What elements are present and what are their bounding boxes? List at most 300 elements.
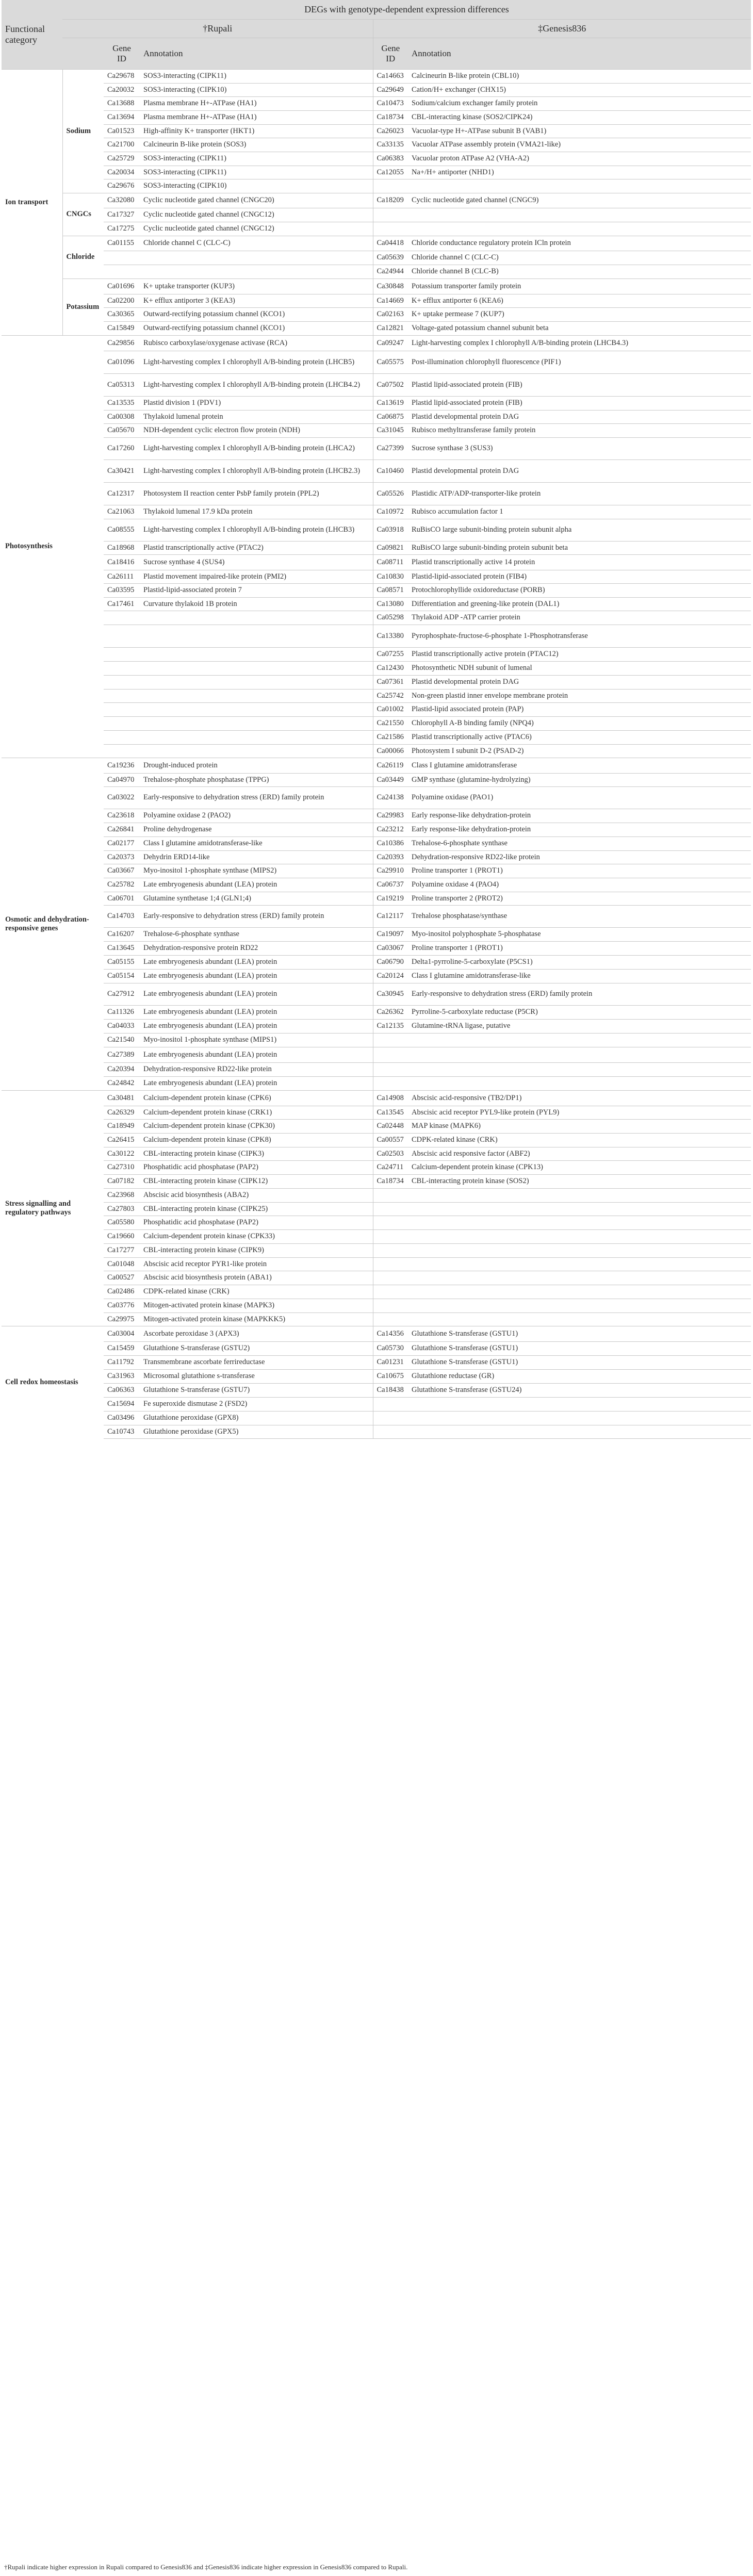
rupali-gene-id: Ca15694	[104, 1398, 140, 1412]
genesis-gene-id	[373, 1216, 408, 1230]
rupali-gene-id: Ca04033	[104, 1020, 140, 1033]
rupali-annotation: Thylakoid lumenal protein	[140, 411, 373, 424]
genesis-gene-id: Ca20393	[373, 851, 408, 864]
genesis-gene-id	[373, 1230, 408, 1244]
table-row	[2, 690, 751, 703]
rupali-gene-id	[104, 745, 140, 758]
rupali-annotation: Sucrose synthase 4 (SUS4)	[140, 555, 373, 570]
rupali-gene-id	[104, 251, 140, 265]
table-row	[2, 1370, 751, 1384]
genesis-annotation: Photosynthetic NDH subunit of lumenal	[408, 662, 751, 676]
rupali-gene-id: Ca17260	[104, 438, 140, 460]
rupali-annotation: Late embryogenesis abundant (LEA) protein	[140, 878, 373, 892]
category-cell: Stress signalling and regulatory pathways	[2, 1091, 104, 1326]
rupali-gene-id: Ca27912	[104, 983, 140, 1006]
genesis-gene-id: Ca10972	[373, 505, 408, 519]
genesis-annotation: K+ efflux antiporter 6 (KEA6)	[408, 294, 751, 308]
rupali-annotation: Early-responsive to dehydration stress (ERD) family protein	[140, 787, 373, 809]
genesis-gene-id: Ca24711	[373, 1161, 408, 1175]
table-row	[2, 222, 751, 236]
genesis-gene-id: Ca13619	[373, 397, 408, 411]
genesis-annotation: Non-green plastid inner envelope membrane protein	[408, 690, 751, 703]
table-row	[2, 774, 751, 787]
table-body	[2, 70, 751, 1439]
rupali-annotation: Late embryogenesis abundant (LEA) protein	[140, 1047, 373, 1063]
genesis-annotation	[408, 1216, 751, 1230]
rupali-annotation: Trehalose-phosphate phosphatase (TPPG)	[140, 774, 373, 787]
rupali-gene-id: Ca20034	[104, 166, 140, 179]
table-row	[2, 1271, 751, 1285]
table-row	[2, 648, 751, 662]
rupali-gene-id: Ca03004	[104, 1326, 140, 1342]
genesis-gene-id	[373, 1189, 408, 1203]
rupali-gene-id: Ca13694	[104, 111, 140, 125]
genesis-gene-id: Ca19097	[373, 928, 408, 942]
genesis-annotation: Vacuolar-type H+-ATPase subunit B (VAB1)	[408, 125, 751, 138]
table-row	[2, 1091, 751, 1106]
rupali-gene-id: Ca05313	[104, 374, 140, 397]
genesis-gene-id	[373, 1271, 408, 1285]
genesis-gene-id: Ca27399	[373, 438, 408, 460]
rupali-annotation: Plasma membrane H+-ATPase (HA1)	[140, 111, 373, 125]
table-row	[2, 251, 751, 265]
rupali-gene-id: Ca02177	[104, 837, 140, 851]
subcategory-cell: Potassium	[62, 279, 104, 336]
rupali-gene-id: Ca20394	[104, 1063, 140, 1077]
genesis-gene-id	[373, 1244, 408, 1258]
rupali-gene-id: Ca30421	[104, 460, 140, 483]
table-row	[2, 1258, 751, 1271]
genesis-annotation: Post-illumination chlorophyll fluorescence (PIF1)	[408, 351, 751, 374]
genesis-gene-id: Ca02163	[373, 308, 408, 322]
table-row	[2, 1020, 751, 1033]
rupali-annotation: Late embryogenesis abundant (LEA) protein	[140, 983, 373, 1006]
genesis-gene-id: Ca08711	[373, 555, 408, 570]
genesis-gene-id: Ca09821	[373, 542, 408, 555]
table-row	[2, 1161, 751, 1175]
rupali-annotation: Early-responsive to dehydration stress (ERD) family protein	[140, 906, 373, 928]
genesis-gene-id: Ca06790	[373, 956, 408, 970]
genesis-gene-id: Ca29983	[373, 809, 408, 823]
genesis-gene-id: Ca10460	[373, 460, 408, 483]
rupali-annotation: Outward-rectifying potassium channel (KCO1)	[140, 322, 373, 336]
rupali-gene-id: Ca29678	[104, 70, 140, 84]
table-header	[2, 0, 751, 70]
genesis-gene-id: Ca06737	[373, 878, 408, 892]
genesis-annotation	[408, 1313, 751, 1326]
rupali-annotation: Dehydration-responsive protein RD22	[140, 942, 373, 956]
table-row	[2, 336, 751, 351]
rupali-gene-id	[104, 625, 140, 648]
table-row	[2, 745, 751, 758]
genesis-annotation: Cyclic nucleotide gated channel (CNGC9)	[408, 193, 751, 208]
rupali-annotation: CBL-interacting protein kinase (CIPK9)	[140, 1244, 373, 1258]
table-row	[2, 1175, 751, 1189]
rupali-gene-id: Ca01155	[104, 236, 140, 251]
table-row	[2, 111, 751, 125]
table-row	[2, 179, 751, 193]
genesis-annotation: RuBisCO large subunit-binding protein subunit alpha	[408, 519, 751, 542]
rupali-gene-id: Ca00308	[104, 411, 140, 424]
rupali-annotation: Cyclic nucleotide gated channel (CNGC12)	[140, 222, 373, 236]
genesis-annotation: Proline transporter 1 (PROT1)	[408, 942, 751, 956]
rupali-annotation: SOS3-interacting (CIPK11)	[140, 152, 373, 166]
genesis-gene-id: Ca21550	[373, 717, 408, 731]
genesis-annotation	[408, 222, 751, 236]
table-row	[2, 864, 751, 878]
genesis-annotation: Pyrroline-5-carboxylate reductase (P5CR)	[408, 1006, 751, 1020]
genesis-gene-id: Ca19219	[373, 892, 408, 906]
table-row	[2, 584, 751, 598]
table-row	[2, 424, 751, 438]
genesis-annotation	[408, 1203, 751, 1216]
genesis-gene-id: Ca12117	[373, 906, 408, 928]
category-cell: Cell redox homeostasis	[2, 1326, 104, 1439]
rupali-gene-id: Ca17277	[104, 1244, 140, 1258]
table-row	[2, 1006, 751, 1020]
rupali-gene-id: Ca29676	[104, 179, 140, 193]
genesis-annotation	[408, 1412, 751, 1425]
rupali-annotation: SOS3-interacting (CIPK10)	[140, 179, 373, 193]
rupali-annotation: CDPK-related kinase (CRK)	[140, 1285, 373, 1299]
rupali-gene-id	[104, 648, 140, 662]
rupali-annotation	[140, 731, 373, 745]
table-row	[2, 125, 751, 138]
rupali-gene-id: Ca15459	[104, 1342, 140, 1356]
rupali-annotation	[140, 251, 373, 265]
genesis-annotation: Early-responsive to dehydration stress (ERD) family protein	[408, 983, 751, 1006]
rupali-annotation	[140, 745, 373, 758]
genesis-annotation: Photosystem I subunit D-2 (PSAD-2)	[408, 745, 751, 758]
genesis-gene-id: Ca12430	[373, 662, 408, 676]
rupali-gene-id: Ca18416	[104, 555, 140, 570]
rupali-gene-id: Ca05580	[104, 1216, 140, 1230]
rupali-annotation	[140, 703, 373, 717]
genesis-gene-id: Ca29649	[373, 84, 408, 97]
genesis-gene-id: Ca06875	[373, 411, 408, 424]
rupali-annotation	[140, 625, 373, 648]
rupali-annotation: Class I glutamine amidotransferase-like	[140, 837, 373, 851]
rupali-gene-id: Ca18968	[104, 542, 140, 555]
table-row	[2, 1244, 751, 1258]
rupali-annotation: Curvature thylakoid 1B protein	[140, 598, 373, 611]
genesis-annotation: Sucrose synthase 3 (SUS3)	[408, 438, 751, 460]
genesis-gene-id: Ca09247	[373, 336, 408, 351]
rupali-gene-id: Ca10743	[104, 1425, 140, 1439]
rupali-gene-id: Ca03595	[104, 584, 140, 598]
table-row	[2, 928, 751, 942]
table-row	[2, 374, 751, 397]
table-row	[2, 570, 751, 584]
genesis-gene-id: Ca05639	[373, 251, 408, 265]
genesis-annotation	[408, 1398, 751, 1412]
table-row	[2, 1203, 751, 1216]
genesis-gene-id	[373, 1077, 408, 1091]
table-row	[2, 823, 751, 837]
genesis-gene-id: Ca02503	[373, 1147, 408, 1161]
table-row	[2, 1425, 751, 1439]
rupali-annotation: Calcium-dependent protein kinase (CPK30)	[140, 1120, 373, 1134]
footnote: †Rupali indicate higher expression in Rupali compared to Genesis836 and ‡Genesis836 indicate higher expression in Genesis836 compared to Rupali.	[4, 2563, 408, 2571]
rupali-gene-id: Ca21063	[104, 505, 140, 519]
rupali-gene-id: Ca01523	[104, 125, 140, 138]
rupali-annotation: CBL-interacting protein kinase (CIPK12)	[140, 1175, 373, 1189]
genesis-annotation: CBL-interacting protein kinase (SOS2)	[408, 1175, 751, 1189]
genesis-annotation	[408, 1271, 751, 1285]
rupali-annotation: Mitogen-activated protein kinase (MAPKKK5)	[140, 1313, 373, 1326]
genesis-gene-id: Ca25742	[373, 690, 408, 703]
rupali-annotation: Dehydrin ERD14-like	[140, 851, 373, 864]
genesis-gene-id: Ca26362	[373, 1006, 408, 1020]
table-row	[2, 611, 751, 625]
genesis-annotation: Potassium transporter family protein	[408, 279, 751, 294]
rupali-gene-id: Ca01048	[104, 1258, 140, 1271]
genesis-annotation: Glutathione S-transferase (GSTU1)	[408, 1356, 751, 1370]
rupali-gene-id: Ca03776	[104, 1299, 140, 1313]
genesis-annotation: Plastid-lipid associated protein (PAP)	[408, 703, 751, 717]
rupali-annotation	[140, 611, 373, 625]
table-row	[2, 983, 751, 1006]
genesis-gene-id	[373, 179, 408, 193]
rupali-annotation: Thylakoid lumenal 17.9 kDa protein	[140, 505, 373, 519]
table-row	[2, 555, 751, 570]
table-row	[2, 1189, 751, 1203]
deg-table	[2, 0, 751, 1439]
rupali-gene-id: Ca23968	[104, 1189, 140, 1203]
rupali-annotation: Calcium-dependent protein kinase (CPK6)	[140, 1091, 373, 1106]
table-row	[2, 460, 751, 483]
rupali-annotation: Dehydration-responsive RD22-like protein	[140, 1063, 373, 1077]
table-row	[2, 892, 751, 906]
genesis-gene-id: Ca10830	[373, 570, 408, 584]
genesis-annotation: RuBisCO large subunit-binding protein subunit beta	[408, 542, 751, 555]
rupali-gene-id: Ca00527	[104, 1271, 140, 1285]
rupali-annotation	[140, 690, 373, 703]
genesis-gene-id: Ca14908	[373, 1091, 408, 1106]
genesis-annotation: Plastid lipid-associated protein (FIB)	[408, 374, 751, 397]
table-row	[2, 438, 751, 460]
table-row	[2, 1077, 751, 1091]
subcategory-cell: Chloride	[62, 236, 104, 279]
table-row	[2, 397, 751, 411]
genesis-annotation: Plastid transcriptionally active 14 protein	[408, 555, 751, 570]
rupali-gene-id: Ca17461	[104, 598, 140, 611]
genesis-gene-id: Ca10473	[373, 97, 408, 111]
rupali-gene-id: Ca27310	[104, 1161, 140, 1175]
genesis-gene-id	[373, 1063, 408, 1077]
genesis-gene-id: Ca07255	[373, 648, 408, 662]
table-row	[2, 1285, 751, 1299]
genesis-gene-id: Ca33135	[373, 138, 408, 152]
rupali-gene-id: Ca15849	[104, 322, 140, 336]
rupali-annotation: Light-harvesting complex I chlorophyll A/B-binding protein (LHCB2.3)	[140, 460, 373, 483]
genesis-annotation	[408, 179, 751, 193]
table-row	[2, 1356, 751, 1370]
genesis-annotation: Chloride channel B (CLC-B)	[408, 265, 751, 279]
rupali-annotation: Late embryogenesis abundant (LEA) protein	[140, 956, 373, 970]
table-row	[2, 1047, 751, 1063]
category-cell: Osmotic and dehydration-responsive genes	[2, 758, 104, 1091]
genesis-annotation: Class I glutamine amidotransferase	[408, 758, 751, 774]
table-row	[2, 1106, 751, 1120]
genesis-gene-id	[373, 1313, 408, 1326]
genesis-annotation: Plastid-lipid-associated protein (FIB4)	[408, 570, 751, 584]
rupali-gene-id	[104, 731, 140, 745]
table-row	[2, 1216, 751, 1230]
genesis-annotation: Plastid developmental protein DAG	[408, 460, 751, 483]
rupali-annotation: Rubisco carboxylase/oxygenase activase (RCA)	[140, 336, 373, 351]
rupali-gene-id: Ca12317	[104, 483, 140, 505]
genesis-gene-id: Ca12135	[373, 1020, 408, 1033]
table-row	[2, 208, 751, 222]
rupali-gene-id: Ca19236	[104, 758, 140, 774]
genesis-gene-id: Ca07361	[373, 676, 408, 690]
rupali-annotation: Cyclic nucleotide gated channel (CNGC20)	[140, 193, 373, 208]
genesis-gene-id: Ca02448	[373, 1120, 408, 1134]
rupali-gene-id: Ca27803	[104, 1203, 140, 1216]
genesis-annotation: Proline transporter 2 (PROT2)	[408, 892, 751, 906]
rupali-gene-id	[104, 265, 140, 279]
genesis-gene-id: Ca26119	[373, 758, 408, 774]
genesis-gene-id: Ca14663	[373, 70, 408, 84]
rupali-annotation: Abscisic acid biosynthesis protein (ABA1)	[140, 1271, 373, 1285]
genesis-gene-id: Ca14669	[373, 294, 408, 308]
genesis-gene-id	[373, 1425, 408, 1439]
genesis-gene-id: Ca29910	[373, 864, 408, 878]
rupali-annotation	[140, 717, 373, 731]
genesis-annotation	[408, 1299, 751, 1313]
genesis-gene-id: Ca14356	[373, 1326, 408, 1342]
table-row	[2, 1299, 751, 1313]
genesis-gene-id: Ca00557	[373, 1134, 408, 1147]
genesis-annotation: Proline transporter 1 (PROT1)	[408, 864, 751, 878]
genesis-annotation: Trehalose-6-phosphate synthase	[408, 837, 751, 851]
rupali-gene-id: Ca26329	[104, 1106, 140, 1120]
genesis-annotation	[408, 1033, 751, 1047]
rupali-gene-id: Ca01096	[104, 351, 140, 374]
table-row	[2, 598, 751, 611]
genesis-annotation: Early response-like dehydration-protein	[408, 809, 751, 823]
genesis-gene-id: Ca10675	[373, 1370, 408, 1384]
genesis-gene-id: Ca21586	[373, 731, 408, 745]
rupali-annotation: Plastid transcriptionally active (PTAC2)	[140, 542, 373, 555]
genesis-annotation: Myo-inositol polyphosphate 5-phosphatase	[408, 928, 751, 942]
genesis-gene-id: Ca08571	[373, 584, 408, 598]
table-row	[2, 703, 751, 717]
rupali-annotation: Myo-inositol 1-phosphate synthase (MIPS2)	[140, 864, 373, 878]
genesis-gene-id: Ca06383	[373, 152, 408, 166]
genesis-annotation: GMP synthase (glutamine-hydrolyzing)	[408, 774, 751, 787]
rupali-gene-id: Ca03667	[104, 864, 140, 878]
genesis-annotation	[408, 1244, 751, 1258]
genesis-annotation-header: Annotation	[408, 38, 751, 70]
table-row	[2, 970, 751, 983]
genesis-annotation	[408, 1063, 751, 1077]
genesis-annotation: Calcium-dependent protein kinase (CPK13)	[408, 1161, 751, 1175]
rupali-annotation: Myo-inositol 1-phosphate synthase (MIPS1)	[140, 1033, 373, 1047]
table-row	[2, 1412, 751, 1425]
table-row	[2, 662, 751, 676]
genesis-gene-id: Ca05575	[373, 351, 408, 374]
rupali-gene-id: Ca20373	[104, 851, 140, 864]
genesis-gene-id: Ca12055	[373, 166, 408, 179]
genesis-annotation: Rubisco accumulation factor 1	[408, 505, 751, 519]
rupali-gene-id: Ca26111	[104, 570, 140, 584]
genesis-gene-id: Ca12821	[373, 322, 408, 336]
genesis-gene-id	[373, 1299, 408, 1313]
genesis-annotation: Voltage-gated potassium channel subunit beta	[408, 322, 751, 336]
rupali-gene-id: Ca23618	[104, 809, 140, 823]
rupali-gene-id	[104, 662, 140, 676]
genesis-header: ‡Genesis836	[373, 20, 751, 38]
rupali-annotation: Light-harvesting complex I chlorophyll A/B-binding protein (LHCB3)	[140, 519, 373, 542]
table-row	[2, 625, 751, 648]
rupali-gene-id: Ca25782	[104, 878, 140, 892]
rupali-gene-id: Ca07182	[104, 1175, 140, 1189]
table-row	[2, 542, 751, 555]
rupali-gene-id: Ca13688	[104, 97, 140, 111]
rupali-annotation: Phosphatidic acid phosphatase (PAP2)	[140, 1161, 373, 1175]
deg-header: DEGs with genotype-dependent expression differences	[62, 0, 751, 20]
rupali-gene-id: Ca17275	[104, 222, 140, 236]
genesis-annotation: Na+/H+ antiporter (NHD1)	[408, 166, 751, 179]
genesis-annotation	[408, 1285, 751, 1299]
genesis-annotation: Vacuolar proton ATPase A2 (VHA-A2)	[408, 152, 751, 166]
table-row	[2, 1147, 751, 1161]
rupali-gene-id: Ca04970	[104, 774, 140, 787]
rupali-annotation: Late embryogenesis abundant (LEA) protein	[140, 1006, 373, 1020]
table-row	[2, 97, 751, 111]
rupali-gene-id: Ca02200	[104, 294, 140, 308]
rupali-annotation	[140, 265, 373, 279]
rupali-annotation: SOS3-interacting (CIPK11)	[140, 166, 373, 179]
table-row	[2, 322, 751, 336]
rupali-gene-id: Ca27389	[104, 1047, 140, 1063]
table-row	[2, 84, 751, 97]
genesis-annotation: Light-harvesting complex I chlorophyll A/B-binding protein (LHCB4.3)	[408, 336, 751, 351]
genesis-annotation	[408, 1077, 751, 1091]
table-row	[2, 166, 751, 179]
table-row	[2, 193, 751, 208]
genesis-annotation: Polyamine oxidase (PAO1)	[408, 787, 751, 809]
genesis-annotation: Trehalose phosphatase/synthase	[408, 906, 751, 928]
genesis-annotation: Pyrophosphate-fructose-6-phosphate 1-Phosphotransferase	[408, 625, 751, 648]
genesis-gene-id: Ca01002	[373, 703, 408, 717]
rupali-gene-id: Ca13535	[104, 397, 140, 411]
genesis-gene-id: Ca13380	[373, 625, 408, 648]
table-row	[2, 294, 751, 308]
table-row	[2, 1398, 751, 1412]
rupali-annotation: Late embryogenesis abundant (LEA) protein	[140, 1077, 373, 1091]
table-row	[2, 837, 751, 851]
genesis-gene-id: Ca30848	[373, 279, 408, 294]
rupali-annotation: CBL-interacting protein kinase (CIPK25)	[140, 1203, 373, 1216]
genesis-gene-id: Ca23212	[373, 823, 408, 837]
genesis-gene-id: Ca07502	[373, 374, 408, 397]
rupali-annotation: Photosystem II reaction center PsbP family protein (PPL2)	[140, 483, 373, 505]
genesis-gene-id: Ca00066	[373, 745, 408, 758]
genesis-annotation: Abscisic acid-responsive (TB2/DP1)	[408, 1091, 751, 1106]
table-row	[2, 308, 751, 322]
rupali-gene-id: Ca06701	[104, 892, 140, 906]
genesis-annotation: Plastid lipid-associated protein (FIB)	[408, 397, 751, 411]
genesis-gene-id	[373, 1047, 408, 1063]
table-row	[2, 1134, 751, 1147]
rupali-annotation: Ascorbate peroxidase 3 (APX3)	[140, 1326, 373, 1342]
genesis-gene-id: Ca03918	[373, 519, 408, 542]
rupali-header: †Rupali	[62, 20, 373, 38]
genesis-gene-id: Ca31045	[373, 424, 408, 438]
